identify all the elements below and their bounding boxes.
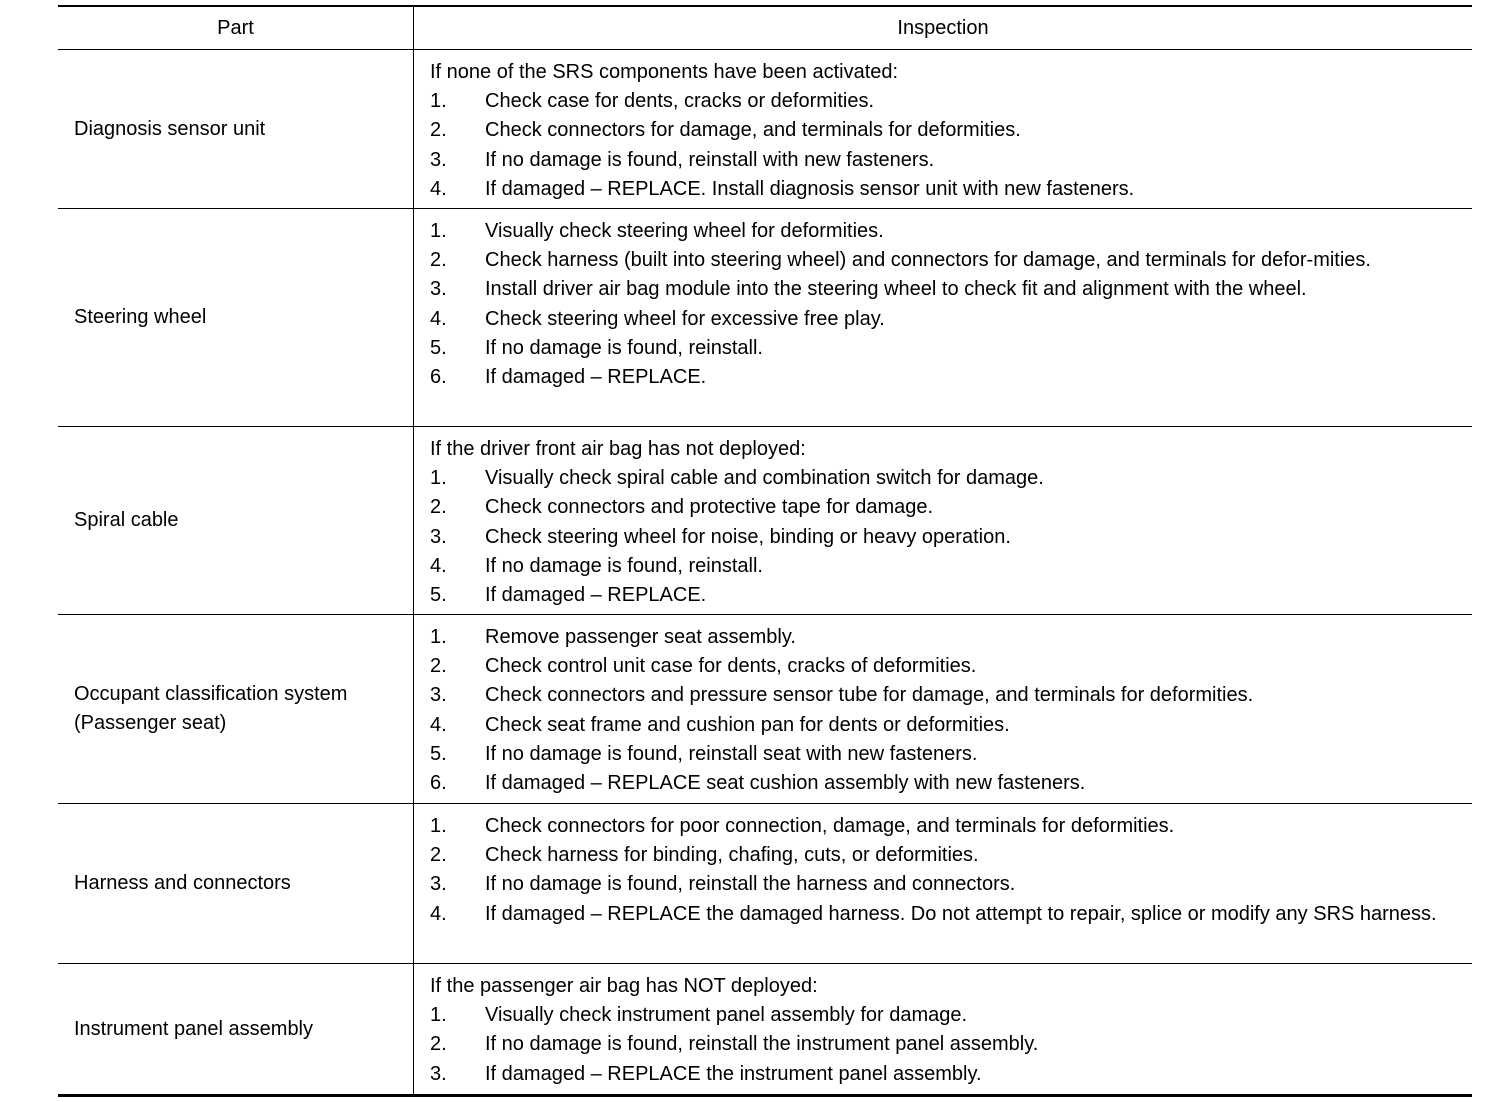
part-name: Instrument panel assembly [74,1017,314,1040]
step-number: 1. [430,220,447,242]
inspection-intro: If the passenger air bag has NOT deployed: [430,975,818,997]
inspection-cell [414,427,1472,614]
inspection-step [430,812,1460,841]
inspection-step [430,681,1460,710]
step-number: 5. [430,742,447,765]
step-text: Install driver air bag module into the steering wheel to check fit and alignment with the wheel. [485,278,1307,301]
step-text: If no damage is found, reinstall. [485,336,763,359]
part-cell [58,209,414,426]
step-number: 2. [430,119,447,142]
step-text: Visually check spiral cable and combination switch for damage. [485,467,1044,490]
table-row [58,209,1472,427]
inspection-step [430,493,1460,522]
step-text: If no damage is found, reinstall the instrument panel assembly. [485,1033,1039,1056]
step-number: 1. [430,467,447,490]
inspection-step [430,246,1460,275]
step-text: Check case for dents, cracks or deformities. [485,90,875,113]
table-row [58,964,1472,1094]
inspection-step [430,523,1460,552]
part-name: Spiral cable [74,509,179,531]
step-text: If damaged – REPLACE seat cushion assembly with new fasteners. [485,772,1086,795]
step-text: Check harness (built into steering wheel) and connectors for damage, and terminals for defor-mities. [485,249,1371,272]
inspection-step [430,870,1460,899]
part-name: Occupant classification system [74,683,348,705]
inspection-cell [414,804,1472,963]
inspection-step [430,175,1460,204]
inspection-step [430,900,1460,929]
inspection-step [430,1060,1460,1089]
step-number: 6. [430,366,447,389]
step-number: 1. [430,90,447,113]
inspection-step [430,1001,1460,1030]
step-text: Check connectors and pressure sensor tube for damage, and terminals for deformities. [485,684,1254,707]
step-number: 3. [430,148,447,171]
step-text: Check harness for binding, chafing, cuts, or deformities. [485,844,979,867]
step-text: If no damage is found, reinstall with new fasteners. [485,148,935,171]
inspection-intro: If the driver front air bag has not deployed: [430,438,806,460]
step-text: Check control unit case for dents, cracks of deformities. [485,655,977,678]
part-cell [58,964,414,1094]
step-text: If damaged – REPLACE the instrument panel assembly. [485,1062,982,1085]
part-cell [58,427,414,614]
inspection-step [430,146,1460,175]
step-text: If no damage is found, reinstall. [485,554,763,577]
step-text: Remove passenger seat assembly. [485,626,796,648]
inspection-step [430,363,1460,392]
table-row [58,50,1472,209]
step-number: 2. [430,655,447,678]
inspection-step [430,581,1460,610]
step-number: 2. [430,249,447,272]
inspection-step [430,464,1460,493]
inspection-cell [414,50,1472,208]
part-cell [58,50,414,208]
step-text: If no damage is found, reinstall the harness and connectors. [485,873,1016,896]
step-number: 6. [430,772,447,795]
inspection-step [430,623,1460,652]
step-number: 3. [430,278,447,301]
table-body [58,50,1472,1094]
inspection-table [58,5,1472,1097]
step-number: 4. [430,554,447,577]
step-text: If damaged – REPLACE. [485,584,707,607]
inspection-step [430,87,1460,116]
step-number: 1. [430,626,447,648]
step-text: Check steering wheel for noise, binding or heavy operation. [485,525,1011,548]
step-number: 2. [430,844,447,867]
inspection-step [430,740,1460,769]
header-part: Part [58,7,414,49]
table-header [58,7,1472,50]
inspection-step [430,1030,1460,1059]
part-name: Harness and connectors [74,872,291,894]
inspection-step [430,711,1460,740]
step-number: 3. [430,1062,447,1085]
step-number: 3. [430,873,447,896]
step-number: 2. [430,1033,447,1056]
inspection-step [430,841,1460,870]
step-number: 3. [430,684,447,707]
step-number: 4. [430,307,447,330]
step-number: 5. [430,584,447,607]
inspection-step [430,116,1460,145]
step-text: Visually check steering wheel for deformities. [485,220,884,242]
inspection-step [430,305,1460,334]
inspection-step [430,217,1460,246]
inspection-step [430,552,1460,581]
step-text: If no damage is found, reinstall seat with new fasteners. [485,742,978,765]
table-row [58,804,1472,964]
step-text: If damaged – REPLACE. Install diagnosis sensor unit with new fasteners. [485,177,1135,200]
step-text: Check seat frame and cushion pan for dents or deformities. [485,713,1010,736]
inspection-intro: If none of the SRS components have been activated: [430,61,899,83]
step-text: Check connectors for damage, and terminals for deformities. [485,119,1021,142]
inspection-step [430,769,1460,798]
inspection-step [430,275,1460,304]
step-number: 4. [430,902,447,925]
part-cell [58,804,414,963]
step-text: If damaged – REPLACE. [485,366,707,389]
step-text: Check steering wheel for excessive free play. [485,307,885,330]
step-number: 3. [430,525,447,548]
step-number: 5. [430,336,447,359]
step-number: 1. [430,815,447,837]
step-number: 2. [430,496,447,519]
step-number: 1. [430,1004,447,1027]
step-number: 4. [430,177,447,200]
part-cell [58,615,414,803]
header-inspection: Inspection [897,16,989,39]
step-text: Visually check instrument panel assembly for damage. [485,1004,968,1027]
step-number: 4. [430,713,447,736]
inspection-cell [414,209,1472,426]
inspection-step [430,334,1460,363]
part-name: Steering wheel [74,306,207,328]
table-row [58,615,1472,804]
part-name: (Passenger seat) [74,712,227,734]
inspection-cell [414,964,1472,1094]
part-name: Diagnosis sensor unit [74,117,266,140]
inspection-cell [414,615,1472,803]
table-row [58,427,1472,615]
step-text: Check connectors for poor connection, damage, and terminals for deformities. [485,815,1175,837]
step-text: Check connectors and protective tape for damage. [485,496,934,519]
step-text: If damaged – REPLACE the damaged harness. Do not attempt to repair, splice or modify any SRS harness. [485,902,1437,925]
inspection-step [430,652,1460,681]
